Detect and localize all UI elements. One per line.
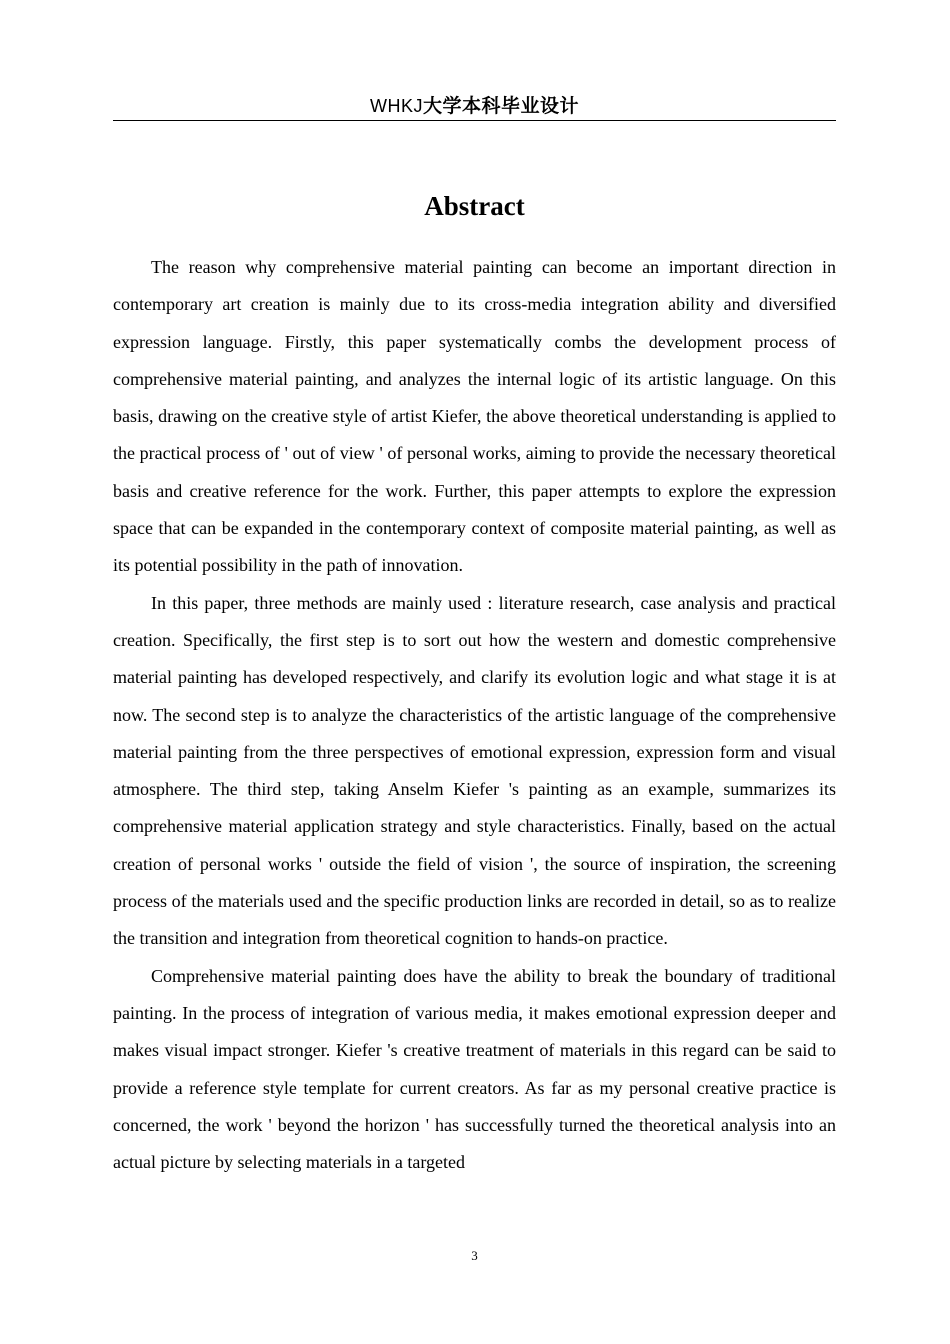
abstract-paragraph-3: Comprehensive material painting does have the ability to break the boundary of traditional painting. In the process of integration of various media, it makes emotional expression deeper and makes visual impact stronger. Kiefer 's creative treatment of materials in this regard can be said to provide a reference style template for current creators. As far as my personal creative practice is concerned, the work ' beyond the horizon ' has successfully turned the theoretical analysis into an actual picture by selecting materials in a targeted (113, 965, 836, 1173)
header-title (370, 95, 579, 117)
abstract-paragraph-1: The reason why comprehensive material painting can become an important direction in contemporary art creation is mainly due to its cross-media integration ability and diversified expression language. Firstly, this paper systematically combs the development process of comprehensive material painting, and analyzes the internal logic of its artistic language. On this basis, drawing on the creative style of artist Kiefer, the above theoretical understanding is applied to the practical process of ' out of view ' of personal works, aiming to provide the necessary theoretical basis and creative reference for the work. Further, this paper attempts to explore the expression space that can be expanded in the contemporary context of composite material painting, as well as its potential possibility in the path of innovation. (113, 257, 836, 576)
page-header (113, 92, 836, 121)
abstract-title: Abstract (424, 191, 525, 221)
header-cjk: 大学本科毕业设计 (422, 95, 579, 117)
header-latin: WHKJ (369, 96, 423, 116)
page-number: 3 (471, 1248, 478, 1263)
abstract-paragraph-2: In this paper, three methods are mainly used : literature research, case analysis and practical creation. Specifically, the first step is to sort out how the western and domestic comprehensive material painting has developed respectively, and clarify its evolution logic and what stage it is at now. The second step is to analyze the characteristics of the artistic language of the comprehensive material painting from the three perspectives of emotional expression, expression form and visual atmosphere. The third step, taking Anselm Kiefer 's painting as an example, summarizes its comprehensive material application strategy and style characteristics. Finally, based on the actual creation of personal works ' outside the field of vision ', the source of inspiration, the screening process of the materials used and the specific production links are recorded in detail, so as to realize the transition and integration from theoretical cognition to hands-on practice. (113, 592, 836, 949)
abstract-body (113, 249, 836, 1181)
